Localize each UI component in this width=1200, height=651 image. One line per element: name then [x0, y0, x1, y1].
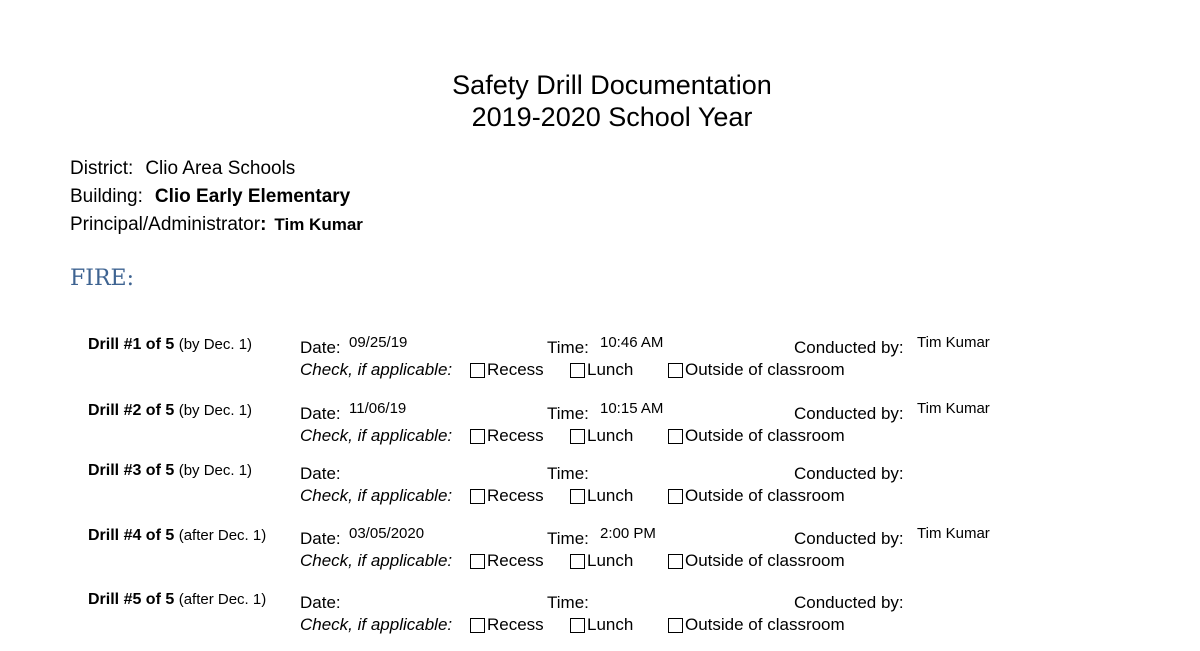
- recess-label: Recess: [487, 615, 544, 634]
- outside-label: Outside of classroom: [685, 360, 845, 379]
- outside-label: Outside of classroom: [685, 486, 845, 505]
- lunch-checkbox-box[interactable]: [570, 489, 585, 504]
- drill-row: [0, 527, 1200, 587]
- time-value[interactable]: 10:46 AM: [600, 334, 664, 351]
- conducted-by-label: Conducted by:: [794, 593, 904, 612]
- date-value[interactable]: 03/05/2020: [349, 525, 425, 542]
- outside-classroom-checkbox[interactable]: [668, 615, 845, 635]
- outside-checkbox-box[interactable]: [668, 363, 683, 378]
- outside-classroom-checkbox[interactable]: [668, 360, 845, 380]
- lunch-checkbox-box[interactable]: [570, 618, 585, 633]
- drill-number: Drill #2 of 5: [88, 402, 175, 419]
- check-if-applicable-label: Check, if applicable:: [300, 426, 453, 445]
- conducted-by-value[interactable]: Tim Kumar: [917, 334, 990, 351]
- outside-classroom-checkbox[interactable]: [668, 426, 845, 446]
- drill-row: [0, 462, 1200, 522]
- drill-label: [88, 527, 266, 545]
- conducted-by-label: Conducted by:: [794, 529, 904, 548]
- lunch-checkbox[interactable]: [570, 360, 633, 380]
- time-label: Time:: [547, 593, 589, 612]
- section-heading-fire: FIRE:: [70, 266, 134, 291]
- drill-row: [0, 336, 1200, 396]
- applicable-checks: [300, 551, 900, 575]
- principal-line: [70, 213, 363, 237]
- applicable-checks: [300, 615, 900, 639]
- drill-deadline-note: (after Dec. 1): [178, 527, 267, 544]
- time-label: Time:: [547, 529, 589, 548]
- drill-deadline-note: (by Dec. 1): [178, 462, 253, 479]
- drill-label: [88, 336, 252, 354]
- outside-checkbox-box[interactable]: [668, 429, 683, 444]
- lunch-checkbox[interactable]: [570, 426, 633, 446]
- building-line: [70, 185, 350, 209]
- recess-checkbox[interactable]: [470, 426, 544, 446]
- drill-deadline-note: (by Dec. 1): [178, 402, 253, 419]
- district-value: Clio Area Schools: [145, 158, 296, 179]
- date-value[interactable]: 11/06/19: [349, 400, 407, 417]
- date-label: Date:: [300, 464, 341, 483]
- conducted-by-label: Conducted by:: [794, 464, 904, 483]
- drill-label: [88, 402, 252, 420]
- outside-label: Outside of classroom: [685, 615, 845, 634]
- lunch-label: Lunch: [587, 615, 634, 634]
- lunch-checkbox[interactable]: [570, 551, 633, 571]
- outside-checkbox-box[interactable]: [668, 618, 683, 633]
- principal-colon: :: [260, 214, 267, 235]
- outside-checkbox-box[interactable]: [668, 554, 683, 569]
- applicable-checks: [300, 426, 900, 450]
- outside-label: Outside of classroom: [685, 426, 845, 445]
- date-label: Date:: [300, 529, 341, 548]
- time-label: Time:: [547, 404, 589, 423]
- principal-label: Principal/Administrator: [70, 214, 261, 235]
- lunch-checkbox-box[interactable]: [570, 554, 585, 569]
- outside-classroom-checkbox[interactable]: [668, 551, 845, 571]
- check-if-applicable-label: Check, if applicable:: [300, 486, 453, 505]
- lunch-label: Lunch: [587, 486, 634, 505]
- school-year-subtitle: 2019-2020 School Year: [471, 102, 753, 132]
- check-if-applicable-label: Check, if applicable:: [300, 615, 453, 634]
- outside-label: Outside of classroom: [685, 551, 845, 570]
- drill-number: Drill #4 of 5: [88, 527, 175, 544]
- recess-checkbox[interactable]: [470, 551, 544, 571]
- time-label: Time:: [547, 464, 589, 483]
- applicable-checks: [300, 486, 900, 510]
- lunch-label: Lunch: [587, 426, 634, 445]
- outside-classroom-checkbox[interactable]: [668, 486, 845, 506]
- drill-number: Drill #1 of 5: [88, 336, 175, 353]
- drill-label: [88, 462, 252, 480]
- district-line: [70, 157, 295, 181]
- check-if-applicable-label: Check, if applicable:: [300, 360, 453, 379]
- date-value[interactable]: 09/25/19: [349, 334, 408, 351]
- lunch-checkbox[interactable]: [570, 486, 633, 506]
- conducted-by-value[interactable]: Tim Kumar: [917, 525, 990, 542]
- recess-checkbox-box[interactable]: [470, 618, 485, 633]
- drill-label: [88, 591, 266, 609]
- conducted-by-label: Conducted by:: [794, 338, 904, 357]
- recess-label: Recess: [487, 486, 544, 505]
- district-label: District:: [70, 158, 134, 179]
- principal-value: Tim Kumar: [274, 215, 363, 234]
- drill-number: Drill #3 of 5: [88, 462, 175, 479]
- applicable-checks: [300, 360, 900, 384]
- time-value[interactable]: 10:15 AM: [600, 400, 664, 417]
- drill-row: [0, 402, 1200, 462]
- conducted-by-value[interactable]: Tim Kumar: [917, 400, 990, 417]
- lunch-label: Lunch: [587, 360, 634, 379]
- recess-label: Recess: [487, 426, 544, 445]
- lunch-checkbox[interactable]: [570, 615, 633, 635]
- building-label: Building:: [70, 186, 143, 207]
- conducted-by-label: Conducted by:: [794, 404, 904, 423]
- date-label: Date:: [300, 404, 341, 423]
- recess-checkbox-box[interactable]: [470, 554, 485, 569]
- building-value: Clio Early Elementary: [154, 186, 351, 207]
- recess-label: Recess: [487, 551, 544, 570]
- time-value[interactable]: 2:00 PM: [600, 525, 656, 542]
- drill-deadline-note: (by Dec. 1): [178, 336, 253, 353]
- lunch-checkbox-box[interactable]: [570, 429, 585, 444]
- time-label: Time:: [547, 338, 589, 357]
- lunch-label: Lunch: [587, 551, 634, 570]
- recess-checkbox[interactable]: [470, 360, 544, 380]
- date-label: Date:: [300, 593, 341, 612]
- check-if-applicable-label: Check, if applicable:: [300, 551, 453, 570]
- drill-deadline-note: (after Dec. 1): [178, 591, 267, 608]
- date-label: Date:: [300, 338, 341, 357]
- lunch-checkbox-box[interactable]: [570, 363, 585, 378]
- document-title: Safety Drill Documentation: [452, 70, 772, 100]
- recess-checkbox-box[interactable]: [470, 429, 485, 444]
- recess-checkbox[interactable]: [470, 486, 544, 506]
- recess-checkbox-box[interactable]: [470, 489, 485, 504]
- drill-number: Drill #5 of 5: [88, 591, 175, 608]
- recess-checkbox[interactable]: [470, 615, 544, 635]
- outside-checkbox-box[interactable]: [668, 489, 683, 504]
- drill-row: [0, 591, 1200, 651]
- recess-label: Recess: [487, 360, 544, 379]
- recess-checkbox-box[interactable]: [470, 363, 485, 378]
